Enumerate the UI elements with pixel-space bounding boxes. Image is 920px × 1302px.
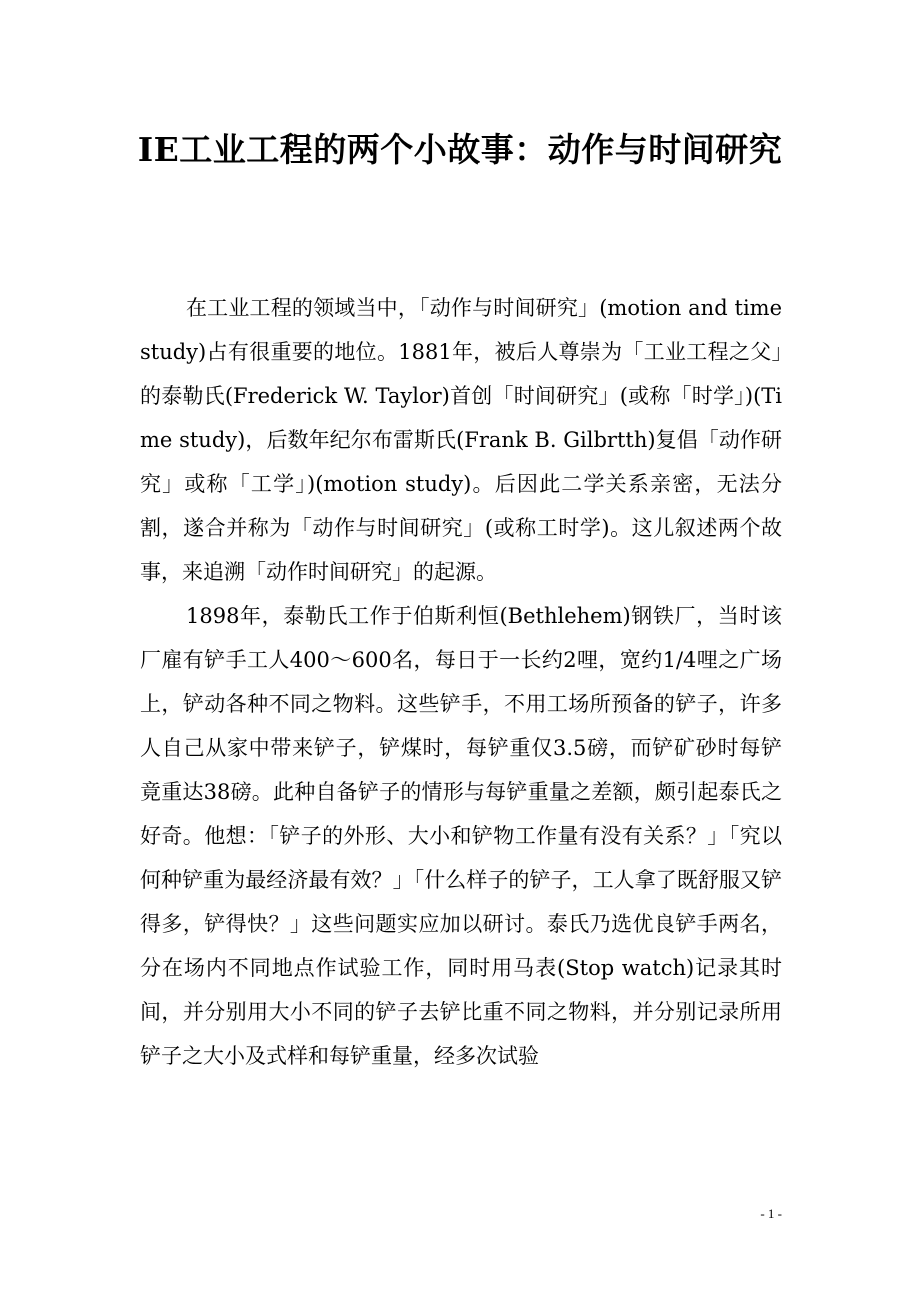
paragraph-1: 在工业工程的领域当中，「动作与时间研究」(motion and time study)占有很重要的地位。1881年，被后人尊崇为「工业工程之父」的泰勒氏(Frederick W. Taylor)首创「时间研究」(或称「时学」)(Time study)，后数年纪尔布雷斯氏(Frank B. Gilbrtth)复倡「动作研究」或称「工学」)(motion study)。后因此二学关系亲密，无法分割，遂合并称为「动作与时间研究」(或称工时学)。这儿叙述两个故事，来追溯「动作时间研究」的起源。 <box>140 296 782 584</box>
document-title: IE工业工程的两个小故事：动作与时间研究 <box>137 130 783 169</box>
page-number: - 1 - <box>760 1206 782 1221</box>
document-body <box>140 286 782 1078</box>
paragraph-2: 1898年，泰勒氏工作于伯斯利恒(Bethlehem)钢铁厂，当时该厂雇有铲手工人400～600名，每日于一长约2哩，宽约1/4哩之广场上，铲动各种不同之物料。这些铲手，不用工场所预备的铲子，许多人自己从家中带来铲子，铲煤时，每铲重仅3.5磅，而铲矿砂时每铲竟重达38磅。此种自备铲子的情形与每铲重量之差额，颇引起泰氏之好奇。他想：「铲子的外形、大小和铲物工作量有没有关系？」「究以何种铲重为最经济最有效？」「什么样子的铲子，工人拿了既舒服又铲得多，铲得快？」这些问题实应加以研讨。泰氏乃选优良铲手两名，分在场内不同地点作试验工作，同时用马表(Stop watch)记录其时间，并分别用大小不同的铲子去铲比重不同之物料，并分别记录所用铲子之大小及式样和每铲重量，经多次试验 <box>140 604 782 1068</box>
